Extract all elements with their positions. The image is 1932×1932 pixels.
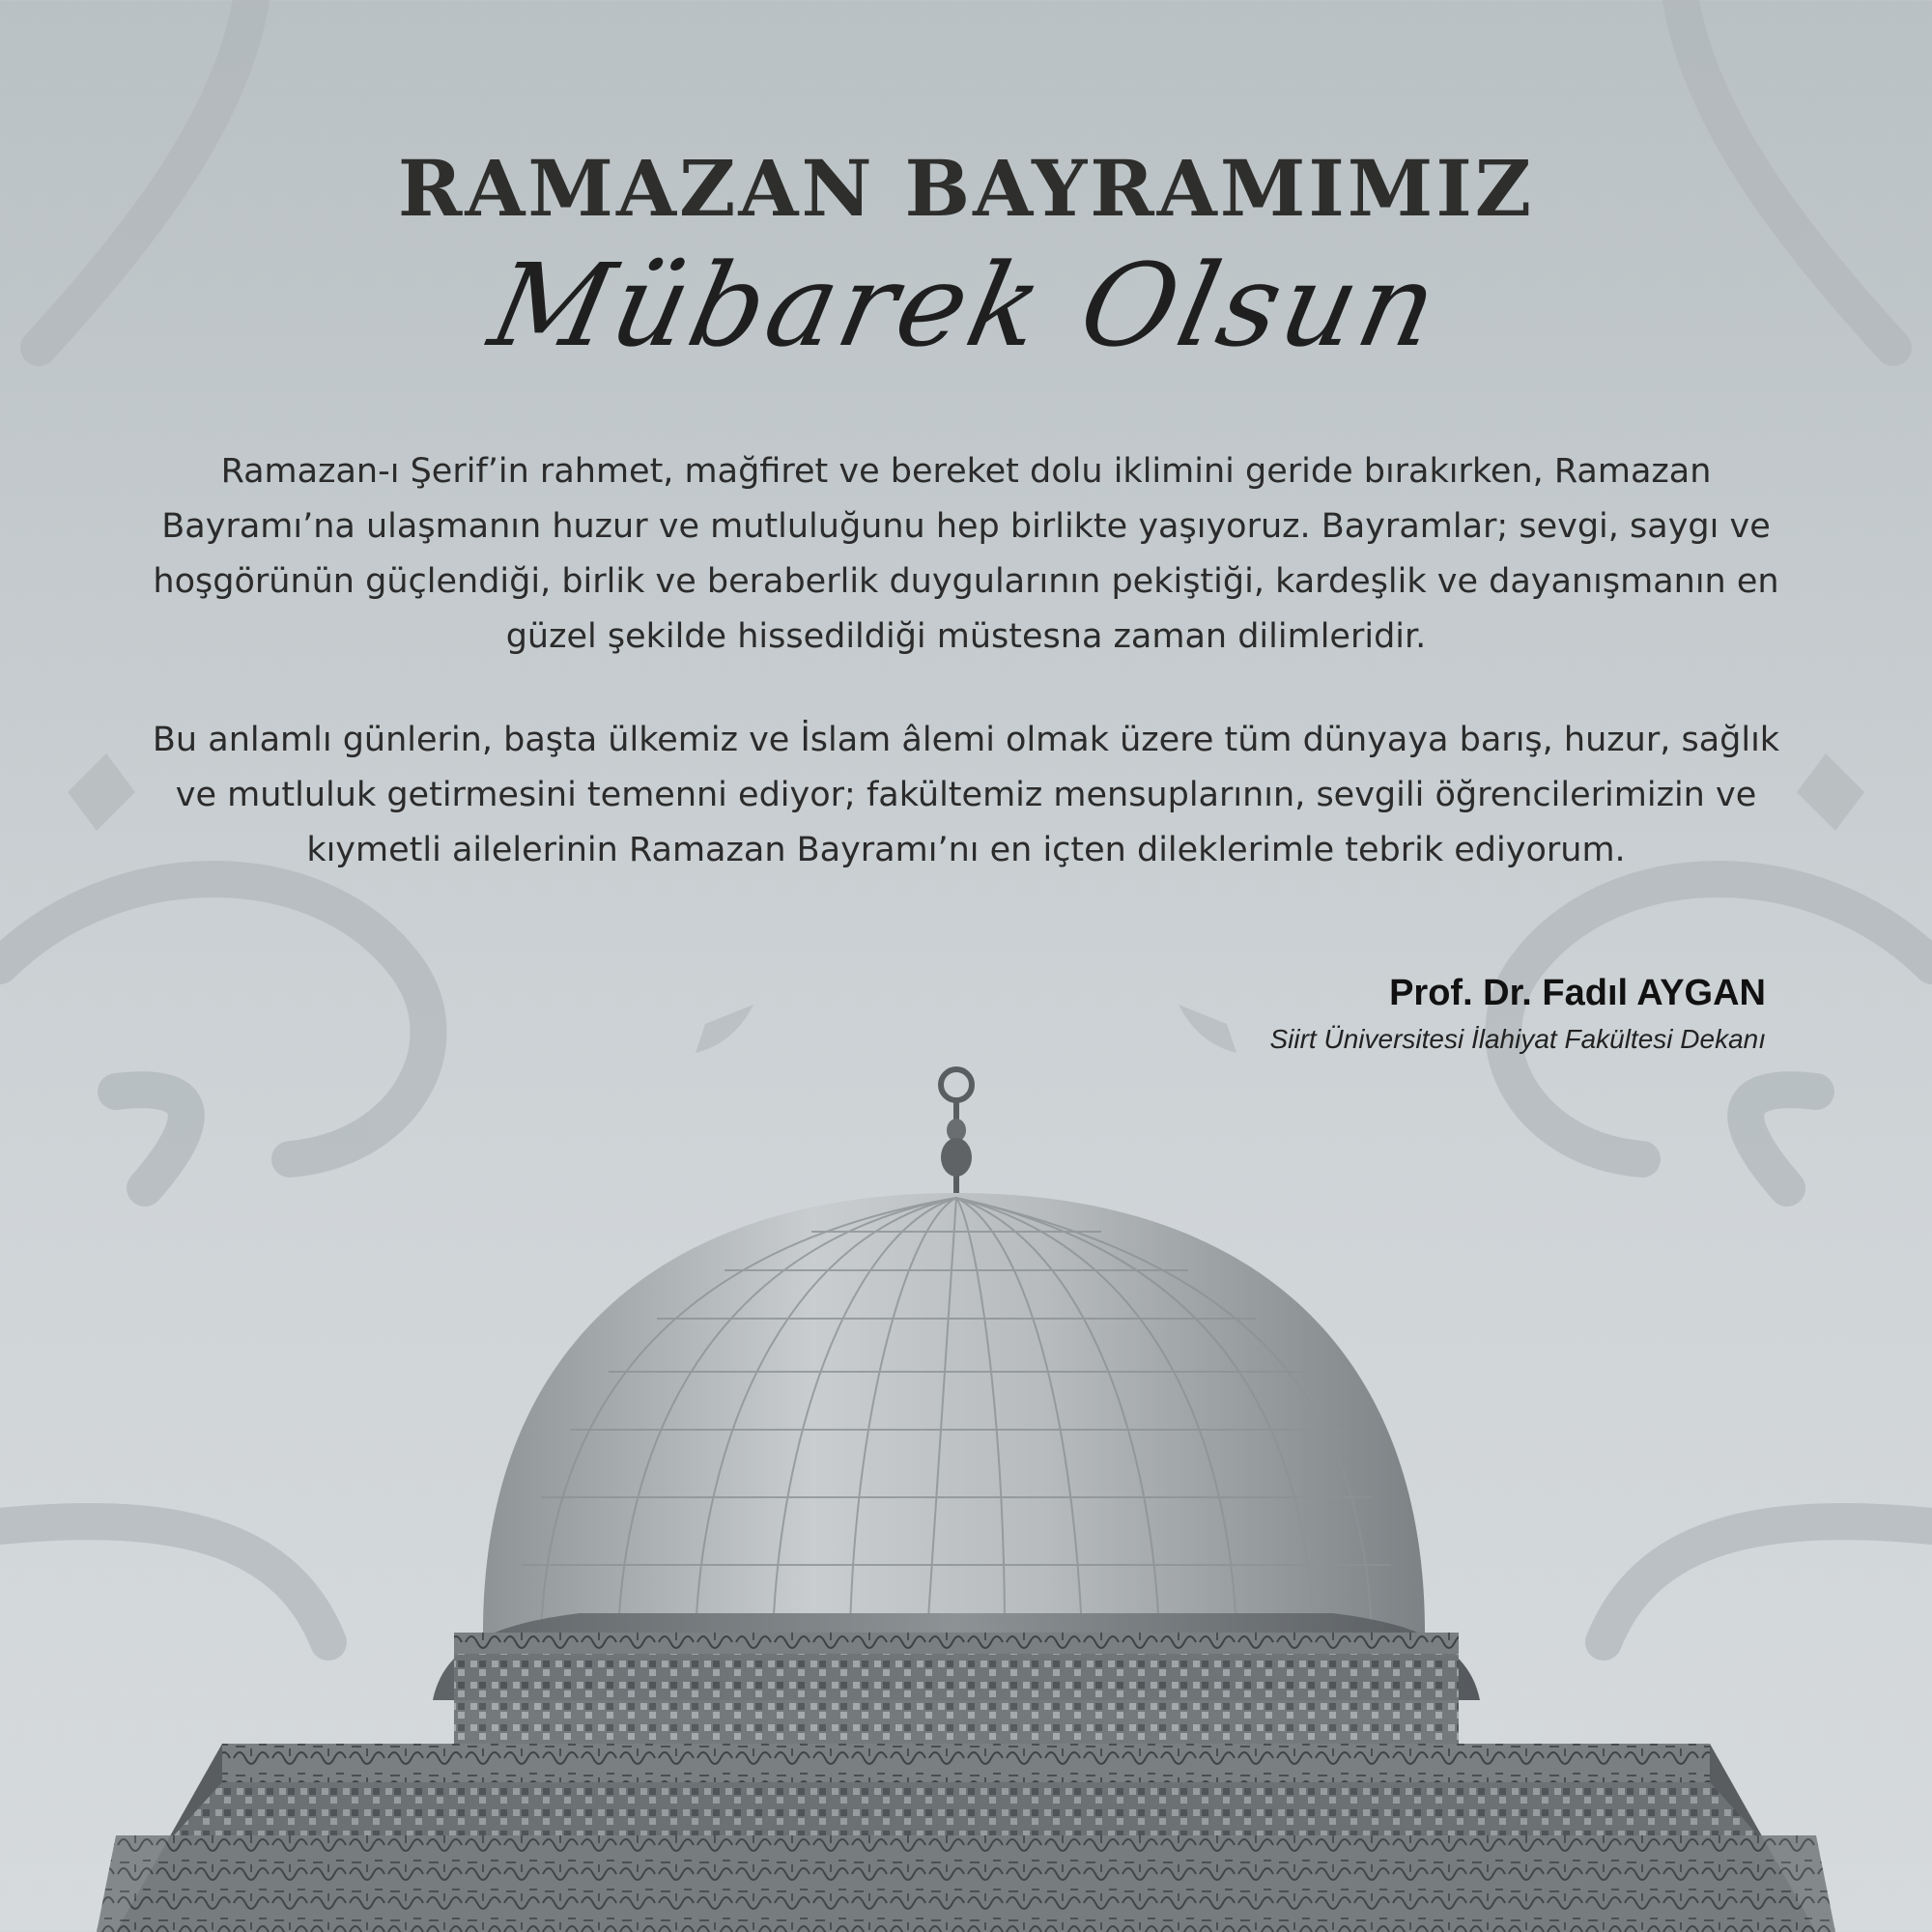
message-paragraph: Bu anlamlı günlerin, başta ülkemiz ve İslam âlemi olmak üzere tüm dünyaya barış, huzur, sağlık ve mutluluk getirmesini temenni ediyor; fakültemiz mensuplarının, sevgili öğrencilerimizin ve kıymetli ailelerinin Ramazan Bayramı’nı en içten dileklerimle tebrik ediyorum. — [152, 721, 1780, 869]
title-block — [0, 145, 1932, 373]
signature-title: Siirt Üniversitesi İlahiyat Fakültesi Dekanı — [1269, 1024, 1766, 1054]
message-paragraph: Ramazan-ı Şerif’in rahmet, mağfiret ve bereket dolu iklimini geride bırakırken, Ramazan Bayramı’na ulaşmanın huzur ve mutluluğunu hep birlikte yaşıyoruz. Bayramlar; sevgi, saygı ve hoşgörünün güçlendiği, birlik ve beraberlik duygularının pekiştiği, kardeşlik ve dayanışmanın en güzel şekilde hissedildiği müstesna zaman dilimleridir. — [153, 452, 1779, 656]
page-subtitle: Mübarek Olsun — [479, 239, 1453, 372]
page-title: RAMAZAN BAYRAMIMIZ — [397, 143, 1535, 234]
message-body — [145, 444, 1787, 926]
signature-block — [1269, 966, 1766, 1059]
signature-name: Prof. Dr. Fadıl AYGAN — [1389, 973, 1766, 1013]
